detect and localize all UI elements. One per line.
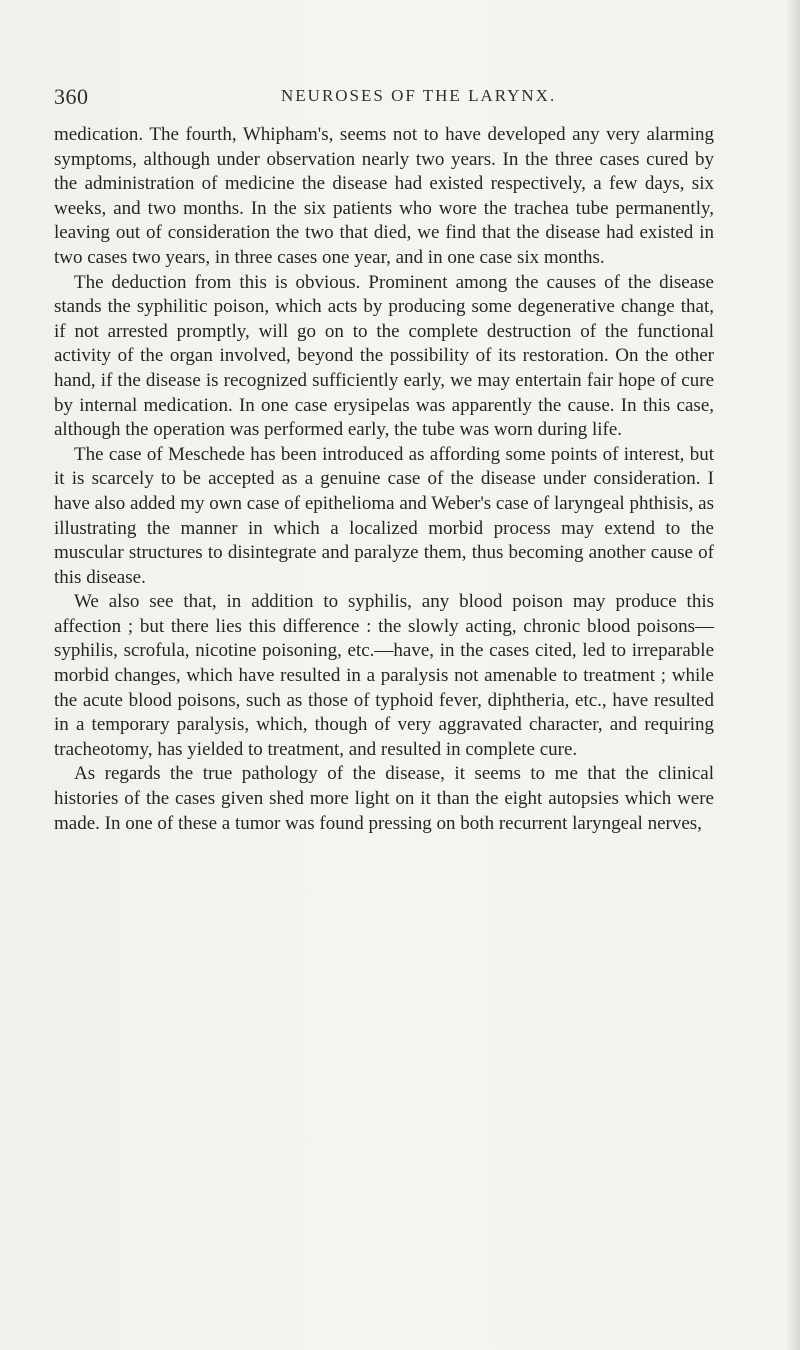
paragraph-deduction: The deduction from this is obvious. Prominent among the causes of the disease stands the syphilitic poison, which acts by producing some degenerative change that, if not arrested promptly, will go on to the complete destruction of the functional activity of the organ involved, beyond the possibility of its restoration. On the other hand, if the disease is recognized sufficiently early, we may entertain fair hope of cure by internal medication. In one case erysipelas was apparently the cause. In this case, although the operation was performed early, the tube was worn during life. bbox=[54, 271, 714, 441]
paragraph-pathology: As regards the true pathology of the disease, it seems to me that the clinical histories of the cases given shed more light on it than the eight autopsies which were made. In one of these a tumor was found pressing on both recurrent laryngeal nerves, bbox=[54, 763, 714, 834]
paragraph-meschede-case: The case of Meschede has been introduced as affording some points of interest, but it is scarcely to be accepted as a genuine case of the disease under consideration. I have also added my own case of epithelioma and Weber's case of laryngeal phthisis, as illustrating the manner in which a localized morbid process may extend to the muscular structures to disintegrate and paralyze them, thus becoming another cause of this disease. bbox=[54, 443, 714, 588]
page-edge-shadow bbox=[786, 0, 800, 1350]
paragraph-blood-poisons: We also see that, in addition to syphilis, any blood poison may produce this affection ; but there lies this difference : the slowly acting, chronic blood poisons—syphilis, scrofula, nicotine poisoning, etc.—have, in the cases cited, led to irreparable morbid changes, which have resulted in a paralysis not amenable to treatment ; while the acute blood poisons, such as those of typhoid fever, diphtheria, etc., have resulted in a temporary paralysis, which, though of very aggravated character, and requiring tracheotomy, has yielded to treatment, and resulted in complete cure. bbox=[54, 591, 714, 760]
body-text bbox=[54, 123, 714, 836]
running-title: NEUROSES OF THE LARYNX. bbox=[281, 86, 557, 105]
paragraph-continuation: medication. The fourth, Whipham's, seems not to have developed any very alarming symptoms, although under observation nearly two years. In the three cases cured by the administration of medicine the disease had existed respectively, a few days, six weeks, and two months. In the six patients who wore the trachea tube permanently, leaving out of consideration the two that died, we find that the disease had existed in two cases two years, in three cases one year, and in one case six months. bbox=[54, 124, 714, 268]
page-header bbox=[54, 84, 714, 112]
page-number: 360 bbox=[54, 84, 89, 109]
